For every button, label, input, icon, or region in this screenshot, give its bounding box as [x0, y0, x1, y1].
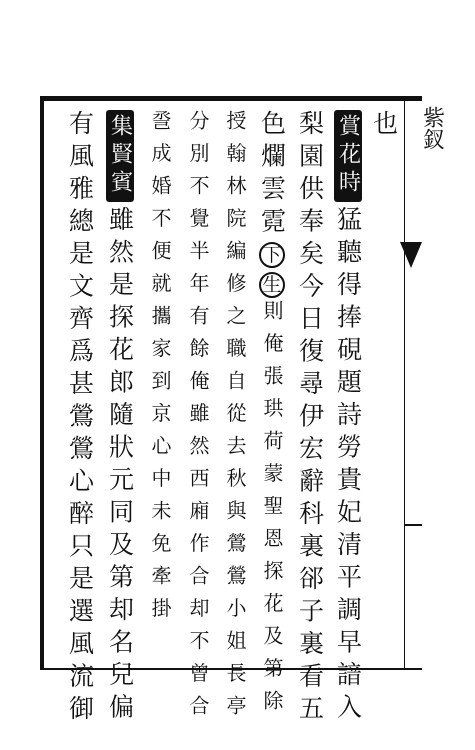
text-column: [292, 110, 328, 728]
margin-title: [420, 106, 444, 150]
column-text: 也: [369, 110, 399, 143]
role-label: 集賢賓: [106, 110, 134, 202]
text-column: [62, 110, 98, 728]
text-column: [254, 110, 290, 723]
margin-tick: [404, 524, 422, 526]
column-text: 雖然是探花郎隨狀元同及第却名兒偏: [105, 206, 135, 726]
column-text: 有風雅總是文齊爲甚鶯鶯心醉只是選風流御: [65, 110, 95, 728]
role-label: 賞花時: [334, 110, 362, 202]
text-column: [330, 110, 366, 726]
text-column: [102, 110, 138, 726]
stage-direction-mark: 下: [259, 242, 285, 268]
column-text: 分別不覺半年有餘俺雖然西廂作合却不曾合: [186, 110, 210, 728]
column-text: 授翰林院編修之職自從去秋與鶯鶯小姐長亭: [223, 110, 247, 728]
column-text: 梨園供奉矣今日復尋伊宏辭科裏郤子裏看五: [295, 110, 325, 728]
page-fold-line: [404, 98, 405, 668]
text-column: [217, 110, 253, 728]
column-text: 猛聽得捧硯題詩勞貴妃清平調早諳入: [333, 206, 363, 726]
column-text-continued: 則俺張珙荷蒙聖恩探花及第除: [260, 300, 284, 723]
stage-direction-mark: 生: [259, 272, 285, 298]
text-column: [142, 110, 178, 630]
text-column: [366, 110, 402, 143]
column-text: 色爛雲霓: [257, 110, 287, 240]
column-text: 巹成婚不便就攜家到京心中未免牽掛: [148, 110, 172, 630]
frame-left-border: [40, 96, 44, 670]
margin-title-text: 紫釵: [419, 106, 445, 150]
text-column: [180, 110, 216, 728]
fishtail-mark: [400, 242, 422, 268]
frame-top-border: [40, 96, 422, 101]
